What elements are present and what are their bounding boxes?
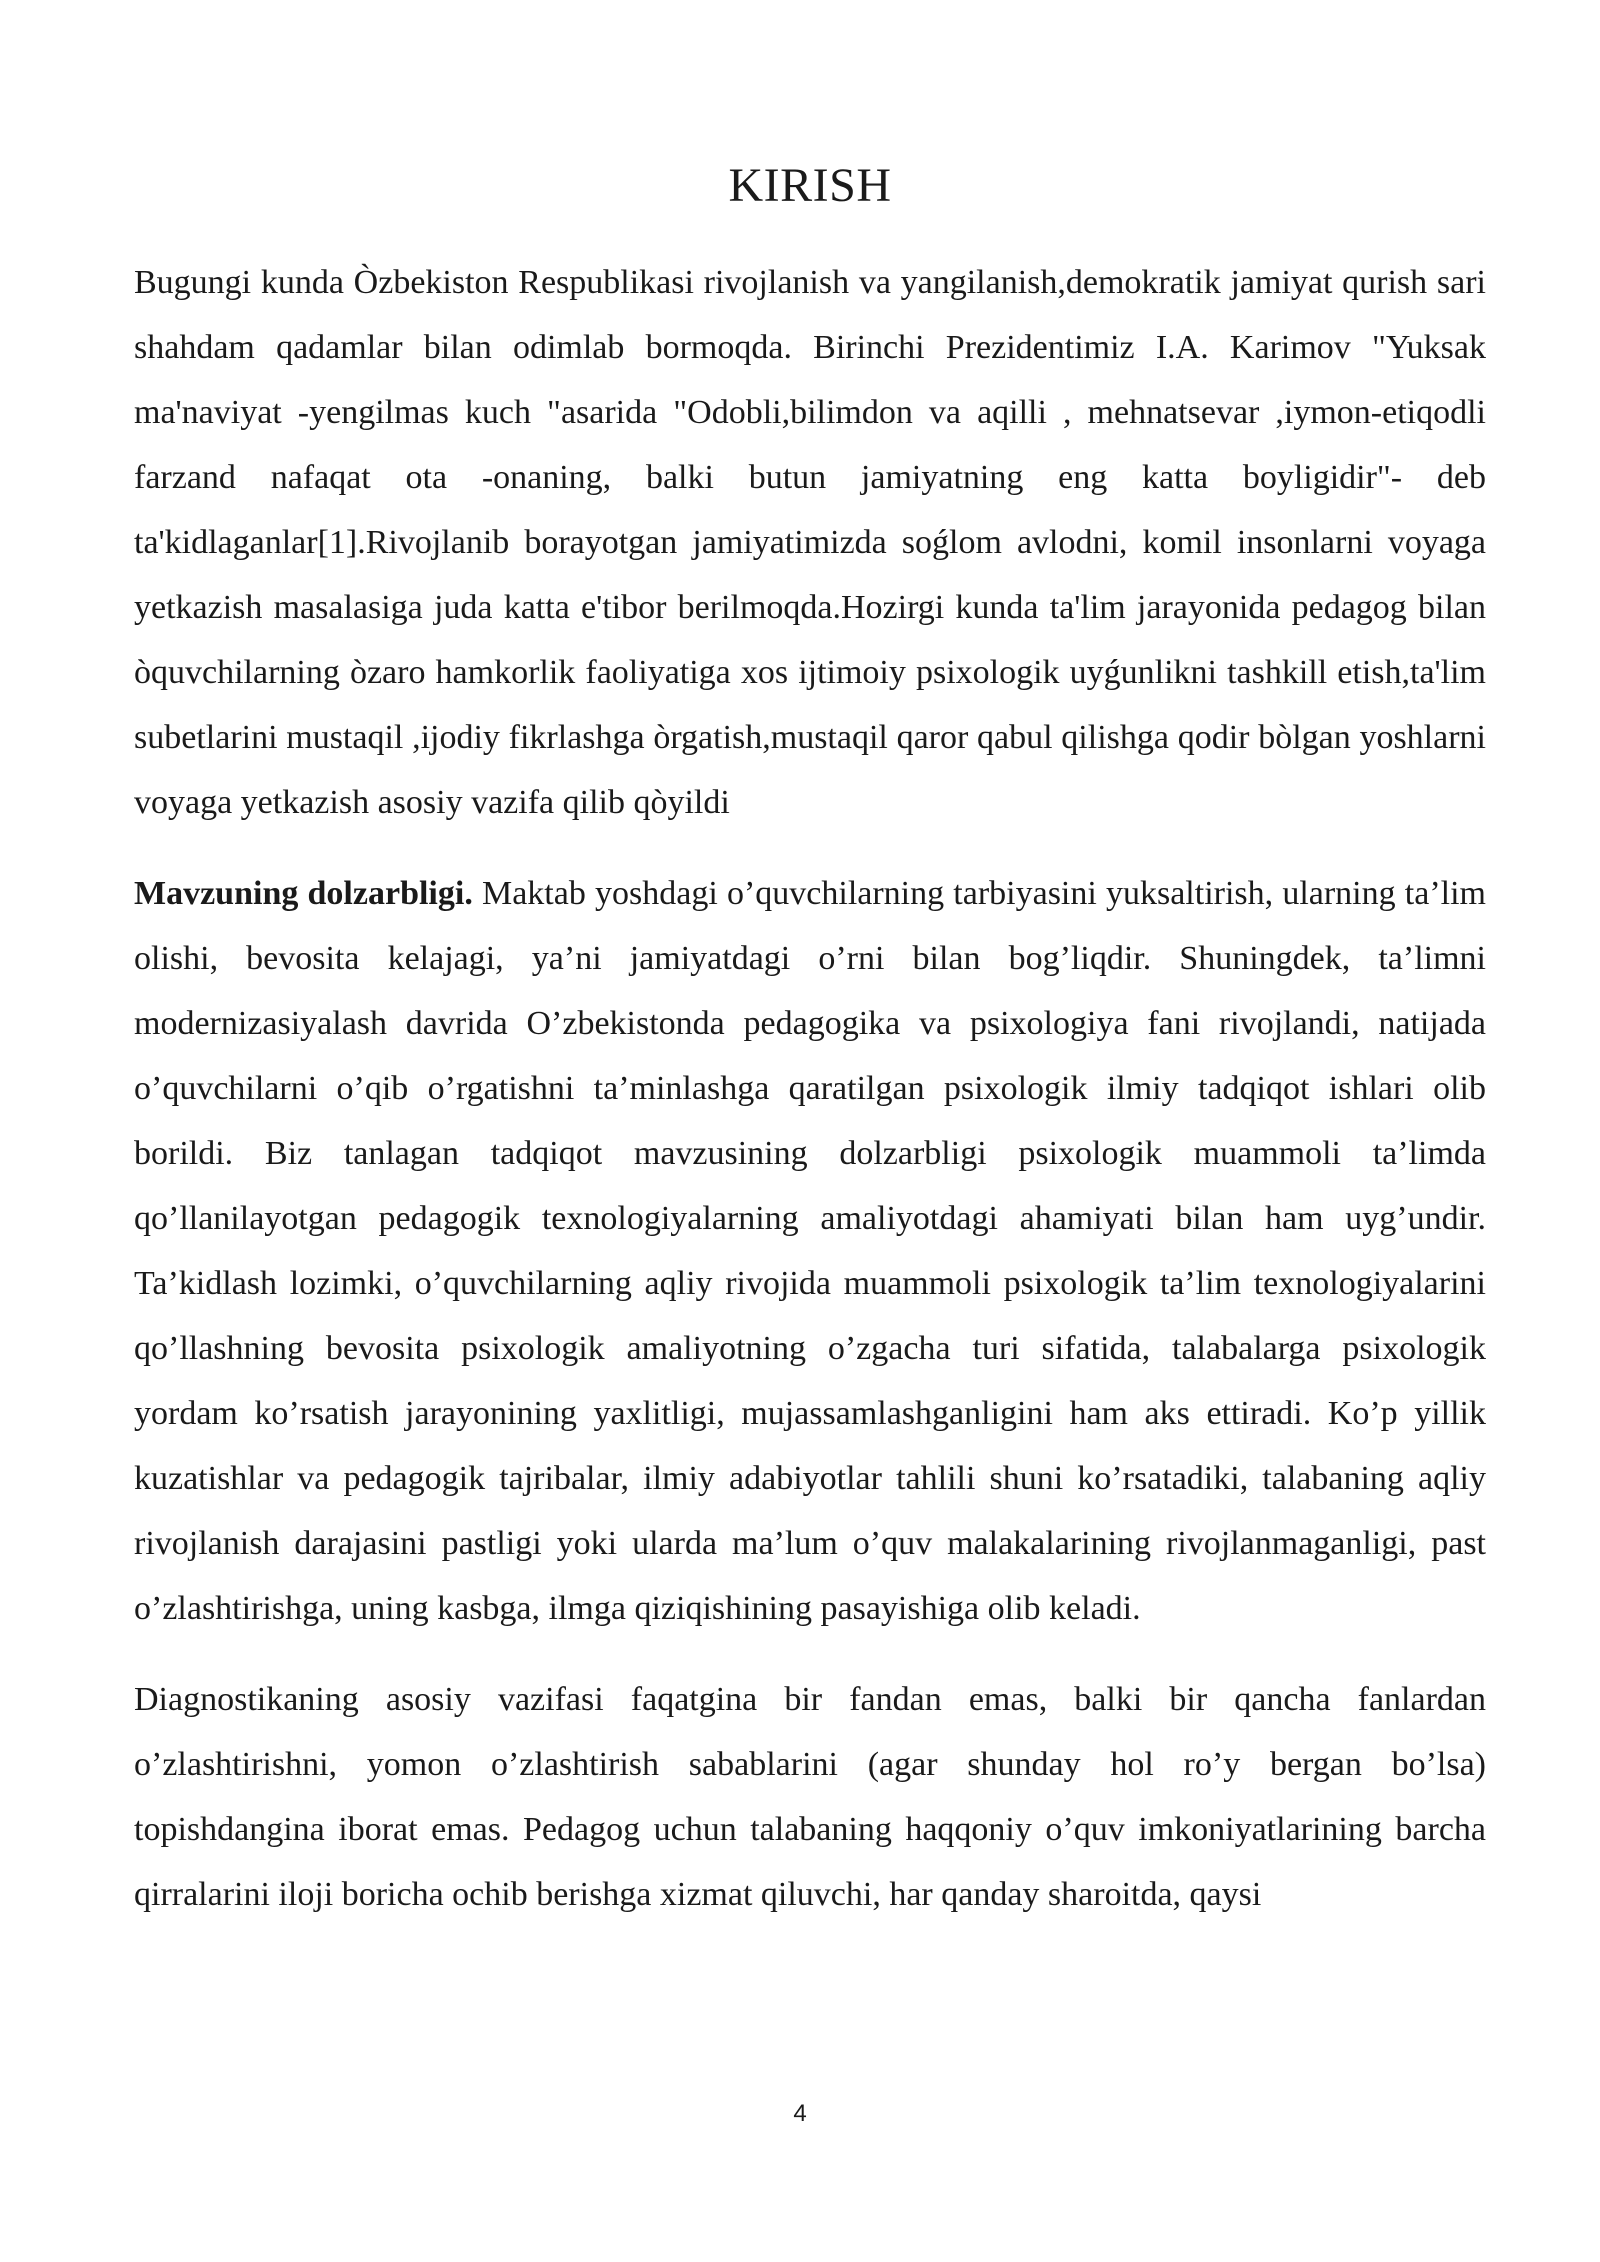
paragraph-diagnostics [134, 1667, 1486, 1927]
paragraph-relevance [134, 861, 1486, 1641]
paragraph-relevance-text: Maktab yoshdagi o’quvchilarning tarbiyasini yuksaltirish, ularning ta’lim olishi, bevosita kelajagi, ya’ni jamiyatdagi o’rni bilan bog’liqdir. Shuningdek, ta’limni modernizasiyalash davrida O’zbekistonda pedagogika va psixologiya fani rivojlandi, natijada o’quvchilarni o’qib o’rgatishni ta’minlashga qaratilgan psixologik ilmiy tadqiqot ishlari olib borildi. Biz tanlagan tadqiqot mavzusining dolzarbligi psixologik muammoli ta’limda qo’llanilayotgan pedagogik texnologiyalarning amaliyotdagi ahamiyati bilan ham uyg’undir. Ta’kidlash lozimki, o’quvchilarning aqliy rivojida muammoli psixologik ta’lim texnologiyalarini qo’llashning bevosita psixologik amaliyotning o’zgacha turi sifatida, talabalarga psixologik yordam ko’rsatish jarayonining yaxlitligi, mujassamlashganligini ham aks ettiradi. Ko’p yillik kuzatishlar va pedagogik tajribalar, ilmiy adabiyotlar tahlili shuni ko’rsatadiki, talabaning aqliy rivojlanish darajasini pastligi yoki ularda ma’lum o’quv malakalarining rivojlanmaganligi, past o’zlashtirishga, uning kasbga, ilmga qiziqishining pasayishiga olib keladi. [134, 875, 1486, 1627]
paragraph-intro [134, 250, 1486, 835]
page-title: KIRISH [728, 159, 892, 212]
page-number: 4 [793, 2100, 807, 2127]
page-content [134, 150, 1486, 1953]
paragraph-intro-text: Bugungi kunda Òzbekiston Respublikasi rivojlanish va yangilanish,demokratik jamiyat qurish sari shahdam qadamlar bilan odimlab bormoqda. Birinchi Prezidentimiz I.A. Karimov "Yuksak ma'naviyat -yengilmas kuch "asarida "Odobli,bilimdon va aqilli , mehnatsevar ,iymon-etiqodli farzand nafaqat ota -onaning, balki butun jamiyatning eng katta boyligidir"- deb ta'kidlaganlar[1].Rivojlanib borayotgan jamiyatimizda soǵlom avlodni, komil insonlarni voyaga yetkazish masalasiga juda katta e'tibor berilmoqda.Hozirgi kunda ta'lim jarayonida pedagog bilan òquvchilarning òzaro hamkorlik faoliyatiga xos ijtimoiy psixologik uyǵunlikni tashkill etish,ta'lim subetlarini mustaqil ,ijodiy fikrlashga òrgatish,mustaqil qaror qabul qilishga qodir bòlgan yoshlarni voyaga yetkazish asosiy vazifa qilib qòyildi [134, 264, 1486, 821]
paragraph-diagnostics-text: Diagnostikaning asosiy vazifasi faqatgina bir fandan emas, balki bir qancha fanlardan o’zlashtirishni, yomon o’zlashtirish sabablarini (agar shunday hol ro’y bergan bo’lsa) topishdangina iborat emas. Pedagog uchun talabaning haqqoniy o’quv imkoniyatlarining barcha qirralarini iloji boricha ochib berishga xizmat qiluvchi, har qanday sharoitda, qaysi [134, 1681, 1486, 1913]
paragraph-relevance-lead: Mavzuning dolzarbligi. [134, 875, 473, 912]
